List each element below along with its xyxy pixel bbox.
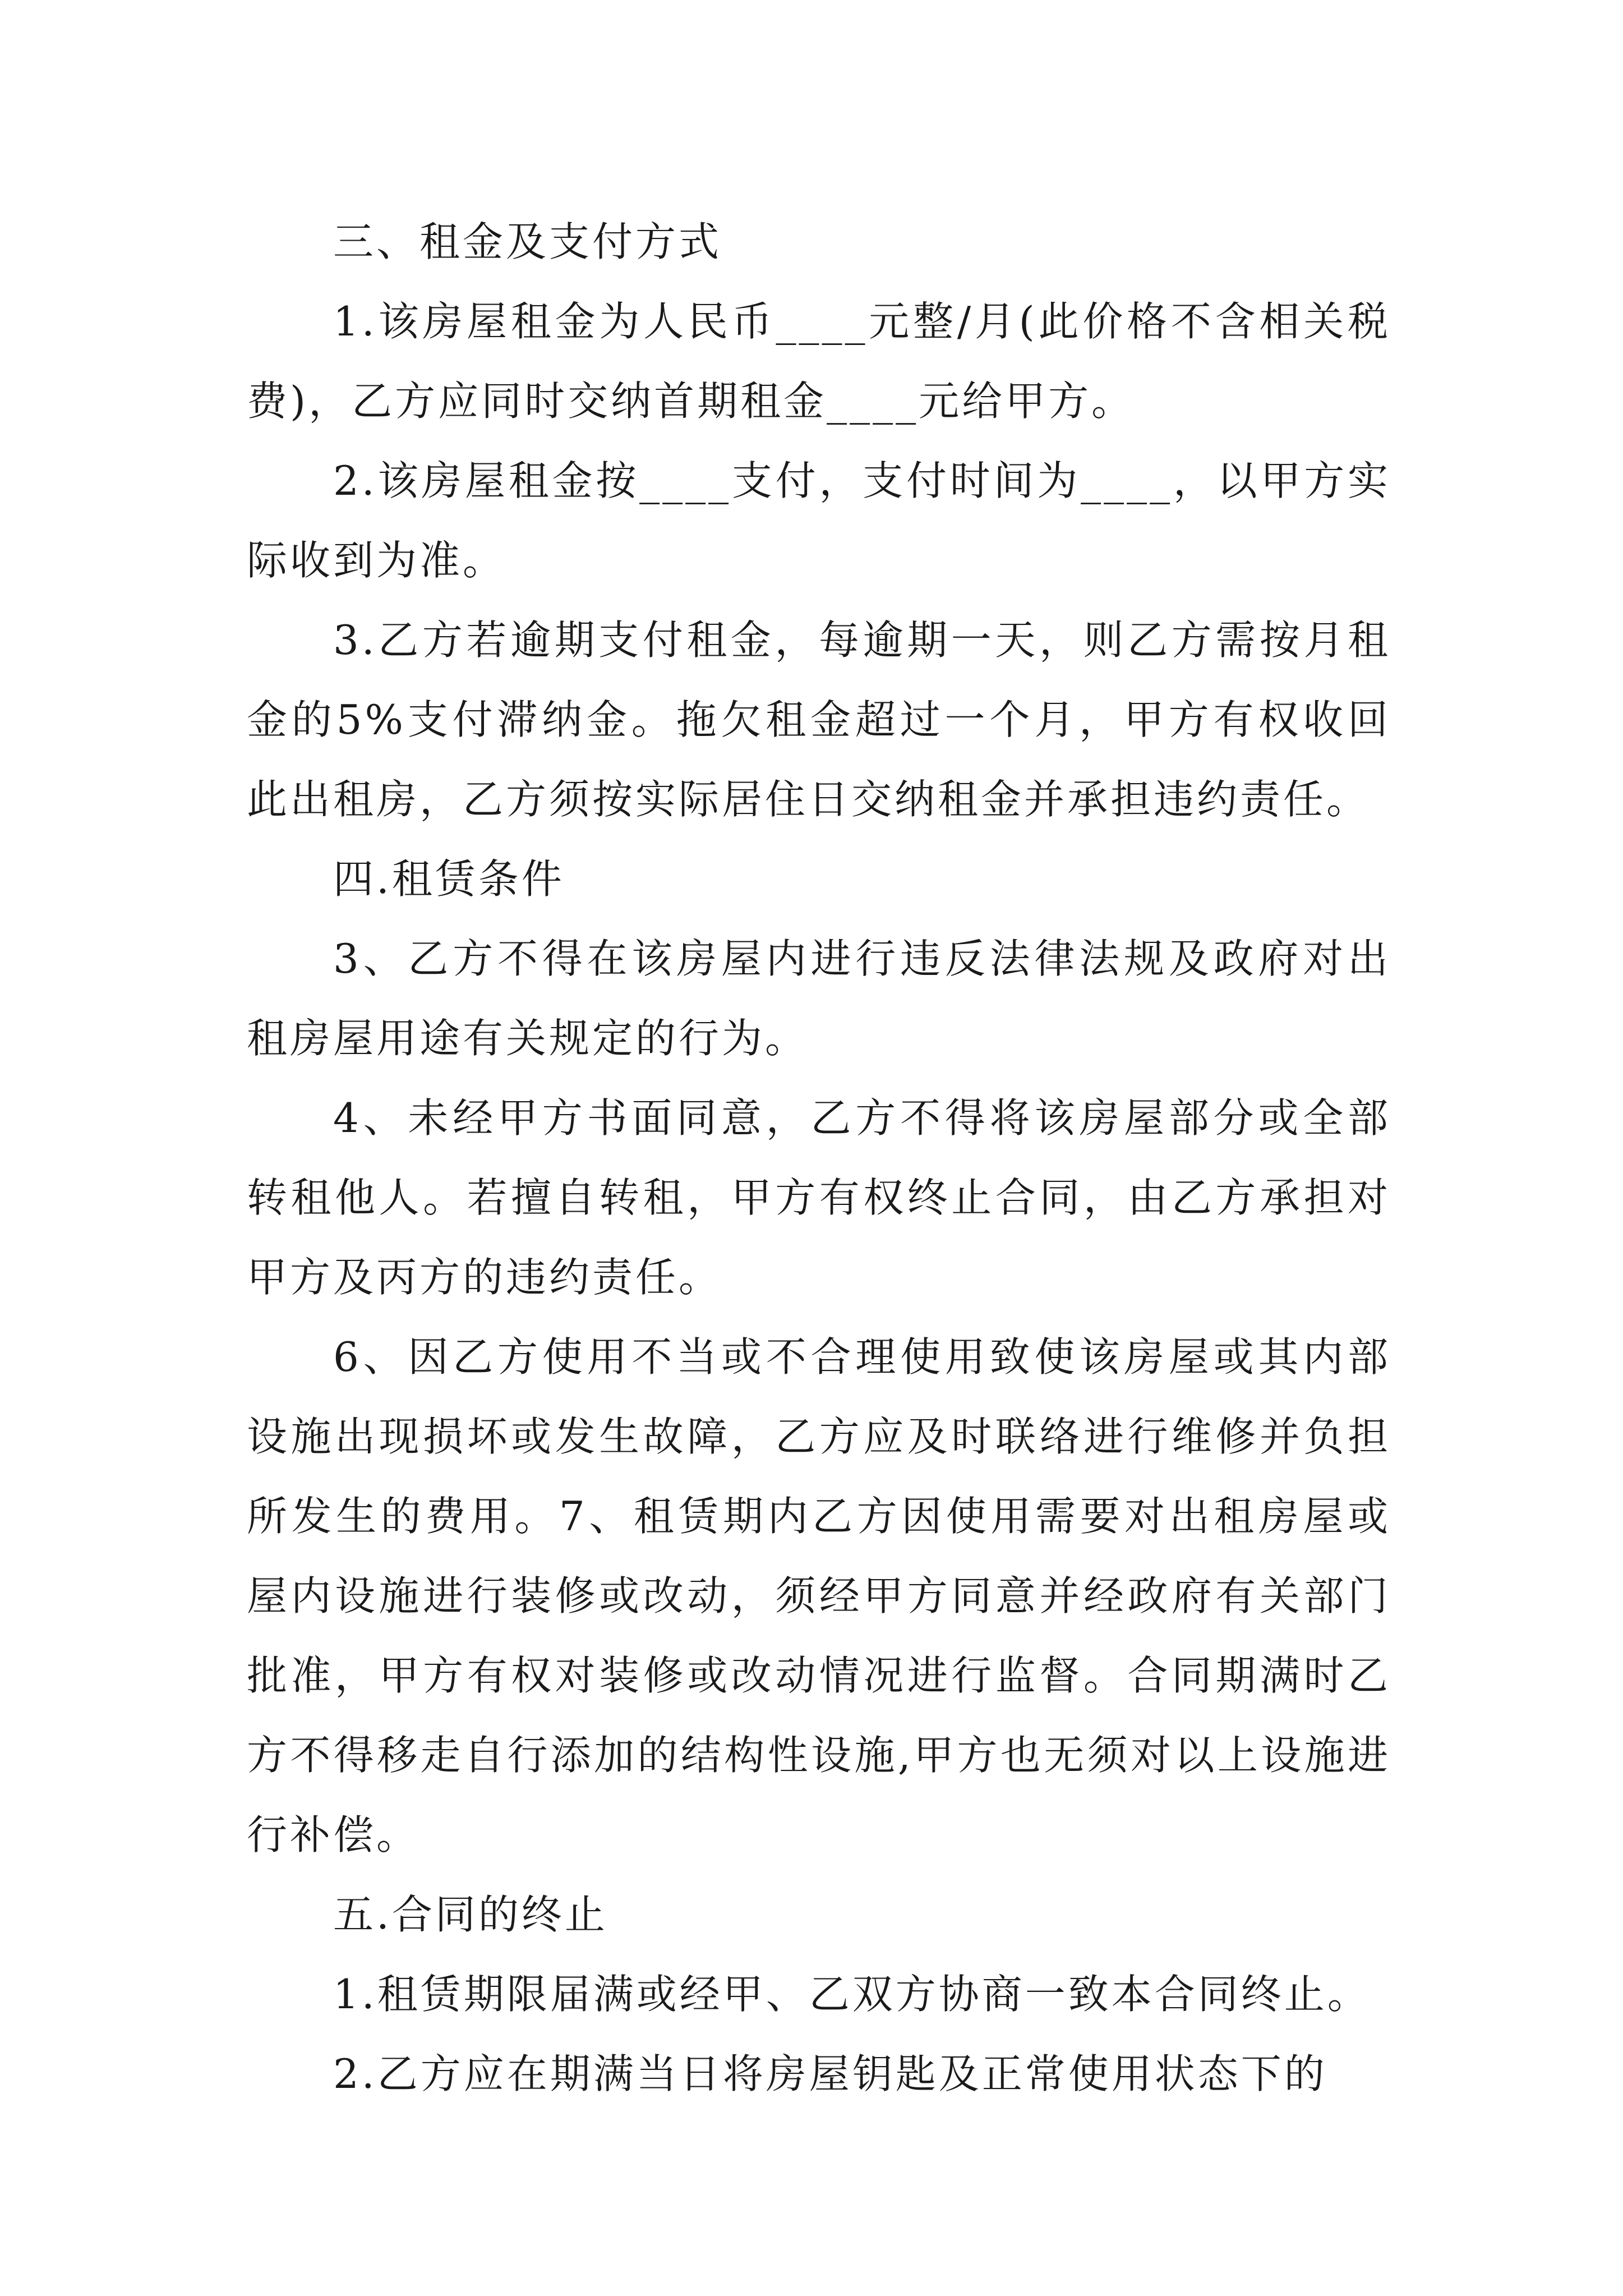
paragraph-late-payment: 3.乙方若逾期支付租金，每逾期一天，则乙方需按月租金的5%支付滞纳金。拖欠租金超过一个月，甲方有权收回此出租房，乙方须按实际居住日交纳租金并承担违约责任。: [247, 616, 1391, 823]
document-body: [247, 202, 1391, 2114]
paragraph-sublease: 4、未经甲方书面同意，乙方不得将该房屋部分或全部转租他人。若擅自转租，甲方有权终止合同，由乙方承担对甲方及丙方的违约责任。: [247, 1094, 1391, 1301]
paragraph-rent-schedule: 2.该房屋租金按____支付，支付时间为____，以甲方实际收到为准。: [247, 457, 1391, 584]
paragraph-key-return: 2.乙方应在期满当日将房屋钥匙及正常使用状态下的: [333, 2050, 1327, 2097]
paragraph-legal-use: 3、乙方不得在该房屋内进行违反法律法规及政府对出租房屋用途有关规定的行为。: [247, 935, 1391, 1062]
section-heading-lease-conditions: 四.租赁条件: [333, 855, 565, 903]
paragraph-damage-renovation: 6、因乙方使用不当或不合理使用致使该房屋或其内部设施出现损坏或发生故障，乙方应及时联络进行维修并负担所发生的费用。7、租赁期内乙方因使用需要对出租房屋或屋内设施进行装修或改动，须经甲方同意并经政府有关部门批准，甲方有权对装修或改动情况进行监督。合同期满时乙方不得移走自行添加的结构性设施,甲方也无须对以上设施进行补偿。: [247, 1333, 1391, 1858]
paragraph-termination-expiry: 1.租赁期限届满或经甲、乙双方协商一致本合同终止。: [333, 1971, 1371, 2018]
paragraph-rent-amount: 1.该房屋租金为人民币____元整/月(此价格不含相关税费)，乙方应同时交纳首期租金____元给甲方。: [247, 298, 1391, 425]
section-heading-termination: 五.合同的终止: [333, 1891, 608, 1938]
section-heading-rent-payment: 三、租金及支付方式: [333, 218, 722, 265]
